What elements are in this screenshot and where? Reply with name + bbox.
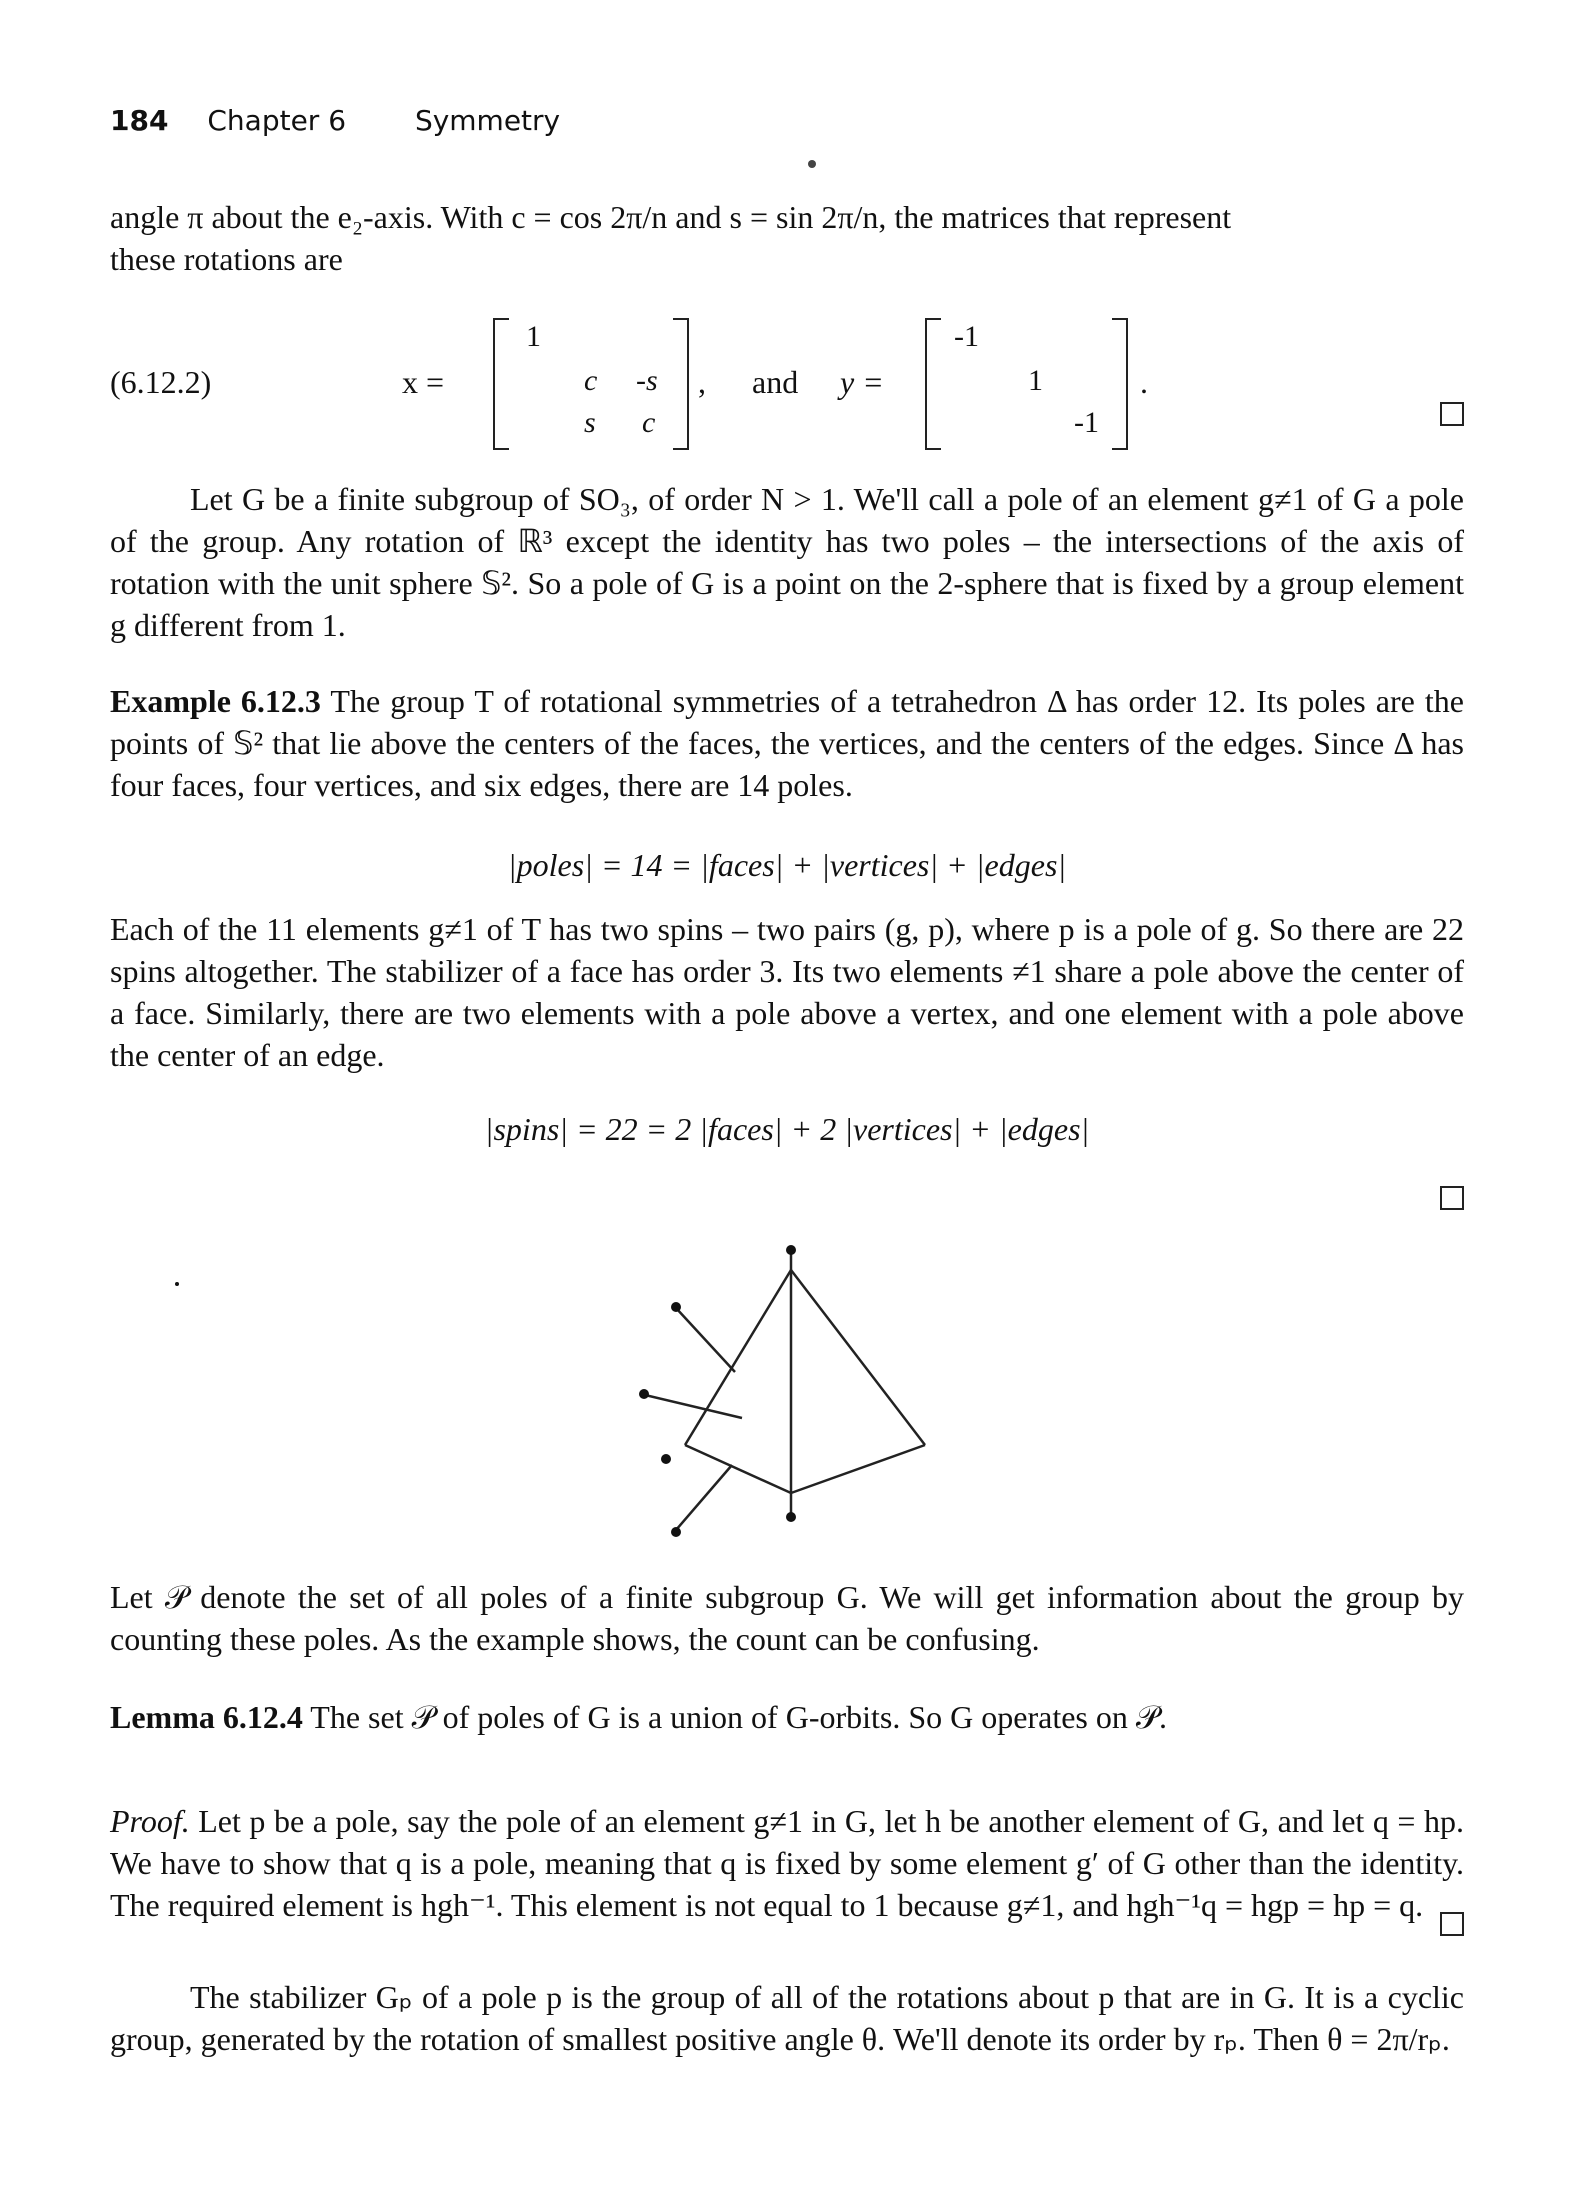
and-word: and [752,364,799,400]
x-matrix-r1c1: 1 [526,320,541,353]
tetra-right-edge [791,1270,925,1445]
y-lhs: y = [840,364,884,400]
stray-speck [175,1282,179,1286]
pole-dot-top [786,1245,796,1255]
equation-label: (6.12.2) [110,364,212,400]
tetra-bottom-right-edge [791,1445,925,1493]
pole-line-edge-lower [676,1465,732,1530]
y-matrix-r3c3: -1 [1074,406,1099,439]
x-matrix-r2c2: c [584,364,598,397]
x-lhs: x = [402,364,445,400]
x-matrix-r2c3: -s [636,364,658,397]
pole-line-edge-center [645,1395,742,1418]
x-matrix-r3c3: c [642,406,656,439]
tetra-bottom-left-edge [685,1445,791,1493]
pole-line-face [676,1308,735,1372]
formula-poles: |poles| = 14 = |faces| + |vertices| + |edges| [507,847,1067,883]
matrix-period: . [1140,364,1148,400]
example-label: Example 6.12.3 [110,683,321,719]
page-number: 184 [110,104,169,137]
qed-box [1440,1912,1464,1936]
y-matrix-r2c2: 1 [1028,364,1043,397]
chapter-label: Chapter 6 [207,104,347,137]
formula-spins: |spins| = 22 = 2 |faces| + 2 |vertices| + |edges| [484,1111,1090,1147]
paragraph-stabilizer: The stabilizer Gₚ of a pole p is the group of all of the rotations about p that are in G. It is a cyclic group, generated by the rotation of smallest positive angle θ. We'll denote its order by rₚ. Then θ = 2π/rₚ. [110,1979,1464,2057]
intro-line-2: these rotations are [110,241,343,277]
proof-label: Proof. [110,1803,190,1839]
x-matrix-r3c2: s [584,406,596,439]
proof-text: Let p be a pole, say the pole of an element g≠1 in G, let h be another element of G, and let q = hp. We have to show that q is a pole, meaning that q is fixed by some element g′ of G other than the identity. The required element is hgh⁻¹. This element is not equal to 1 because g≠1, and hgh⁻¹q = hgp = hp = q. [110,1803,1465,1923]
example-text-2: Each of the 11 elements g≠1 of T has two spins – two pairs (g, p), where p is a pole of g. So there are 22 spins altogether. The stabilizer of a face has order 3. Its two elements ≠1 share a pole above the center of a face. Similarly, there are two elements with a pole above a vertex, and one element with a pole above the center of an edge. [110,911,1464,1073]
matrix-comma: , [698,364,706,400]
pole-dot-edge [639,1389,649,1399]
proof [110,1800,1464,1926]
example-text: The group T of rotational symmetries of a tetrahedron Δ has order 12. Its poles are the points of 𝕊² that lie above the centers of the faces, the vertices, and the centers of the edges. Since Δ has four faces, four vertices, and six edges, there are 14 poles. [110,683,1465,803]
lemma-text: The set 𝒫 of poles of G is a union of G-orbits. So G operates on 𝒫. [310,1699,1167,1735]
y-matrix-r1c1: -1 [954,320,979,353]
tetra-left-edge [685,1270,791,1445]
lemma-6-12-4 [110,1696,1464,1738]
lemma-label: Lemma 6.12.4 [110,1699,303,1735]
paragraph-P: Let 𝒫 denote the set of all poles of a finite subgroup G. We will get information about the group by counting these poles. As the example shows, the count can be confusing. [110,1579,1464,1657]
pole-dot-bottom [786,1512,796,1522]
pole-dot-lower [671,1527,681,1537]
paragraph-poles: Let G be a finite subgroup of SO₃, of order N > 1. We'll call a pole of an element g≠1 of G a pole of the group. Any rotation of ℝ³ except the identity has two poles – the intersections of the axis of rotation with the unit sphere 𝕊². So a pole of G is a point on the 2-sphere that is fixed by a group element g different from 1. [110,481,1464,643]
pole-dot-face [671,1302,681,1312]
pole-dot-vertex [661,1454,671,1464]
intro-line-1: angle π about the e₂-axis. With c = cos 2π/n and s = sin 2π/n, the matrices that represent [110,199,1232,235]
chapter-title: Symmetry [414,104,561,137]
